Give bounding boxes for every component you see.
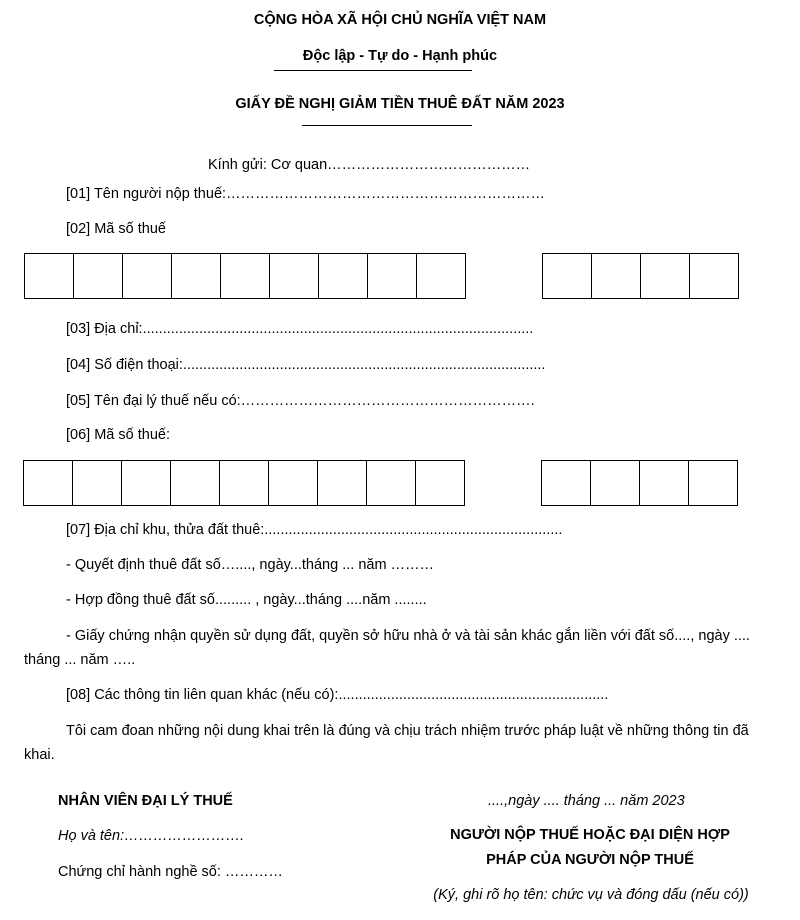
field-land-address: [07] Địa chỉ khu, thửa đất thuê:.......................................................................... (66, 522, 563, 538)
field-taxpayer-name: [01] Tên người nộp thuế:………………………………………………………… (66, 186, 546, 202)
tax-code-boxes-group2[interactable] (542, 253, 739, 299)
commitment-statement: Tôi cam đoan những nội dung khai trên là đúng và chịu trách nhiệm trước pháp luật về những thông tin đã khai. (24, 723, 749, 763)
taxpayer-title-line1: NGƯỜI NỘP THUẾ HOẶC ĐẠI DIỆN HỢP (450, 827, 730, 843)
agent-tax-code-boxes-group2[interactable] (541, 460, 738, 506)
land-lease-contract: - Hợp đồng thuê đất số......... , ngày...tháng ....năm ........ (66, 592, 427, 608)
date-line: ....,ngày .... tháng ... năm 2023 (488, 793, 685, 809)
field-other-info: [08] Các thông tin liên quan khác (nếu có):................................................................... (66, 687, 609, 703)
taxpayer-title-line2: PHÁP CỦA NGƯỜI NỘP THUẾ (486, 852, 694, 868)
form-title: GIẤY ĐỀ NGHỊ GIẢM TIỀN THUÊ ĐẤT NĂM 2023 (235, 96, 565, 112)
land-lease-decision: - Quyết định thuê đất số…...., ngày...tháng ... năm ……… (66, 557, 435, 573)
agent-cert-line: Chứng chỉ hành nghề số: ………… (58, 864, 283, 880)
recipient-line: Kính gửi: Cơ quan…………………………………… (208, 157, 531, 173)
field-tax-code-label: [02] Mã số thuế (66, 221, 166, 237)
land-use-certificate: - Giấy chứng nhận quyền sử dụng đất, quyền sở hữu nhà ở và tài sản khác gắn liền với đất số...., ngày .... tháng ... năm ….. (24, 628, 750, 668)
motto-underline (274, 70, 472, 71)
sign-note: (Ký, ghi rõ họ tên: chức vụ và đóng dấu (nếu có)) (433, 887, 749, 903)
tax-code-boxes-group1[interactable] (24, 253, 466, 299)
motto: Độc lập - Tự do - Hạnh phúc (302, 48, 498, 64)
agent-name-line: Họ và tên:……………………. (58, 828, 245, 844)
field-agent-name: [05] Tên đại lý thuế nếu có:……………………………………………………. (66, 393, 535, 409)
agent-title: NHÂN VIÊN ĐẠI LÝ THUẾ (58, 793, 233, 809)
field-address: [03] Địa chỉ:................................................................................................. (66, 321, 534, 337)
title-underline (302, 125, 472, 126)
national-title: CỘNG HÒA XÃ HỘI CHỦ NGHĨA VIỆT NAM (253, 12, 547, 28)
field-phone: [04] Số điện thoại:.......................................................................................... (66, 357, 546, 373)
field-agent-tax-code-label: [06] Mã số thuế: (66, 427, 170, 443)
agent-tax-code-boxes-group1[interactable] (23, 460, 465, 506)
